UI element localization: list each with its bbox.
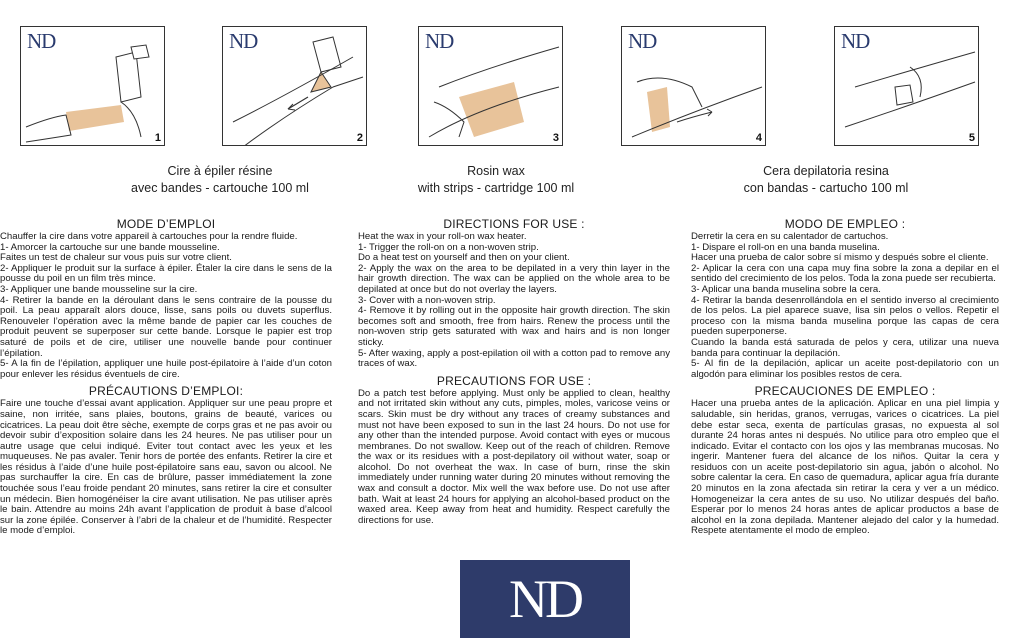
nd-logo <box>460 560 630 638</box>
panel-logo: ND <box>425 29 454 53</box>
step-number: 1 <box>154 132 161 144</box>
step-2-illustration <box>222 26 367 146</box>
title-fr-line1: Cire à épiler résine <box>167 164 273 178</box>
hand-cartridge-drawing <box>21 27 165 146</box>
en-precautions-text: Do a patch test before applying. Must only be applied to clean, healthy and not irritated skin without any cuts, pimples, moles, varicose veins or scars. Skin must be dry without any traces of creamy substances and must not have been exposed to sun in the last 24 hours. Do not use for any other than the intended purpose. Avoid contact with eyes or mucous membranes. Do not swallow. Keep out of the reach of children. Remove the wax or its residues with a post-depilatory oil without water, soap or alcohol. Do not overheat the wax. In case of burn, rinse the skin immediately under running water during 20 minutes without removing the wax and consult a doctor. Mix well the wax before use. Do not use after bath. Wait at least 24 hours for applying an alcohol-based product on the waxed area. Keep away from heat and humidity. Respect carefully the directions for use. <box>358 387 670 526</box>
panel-logo: ND <box>27 29 56 53</box>
title-es <box>676 163 976 197</box>
es-mode-text: Derretir la cera en su calentador de cartuchos. 1- Dispare el roll-on en una banda muselina. Hacer una prueba de calor sobre sí mismo y después sobre el cliente. 2- Aplicar la cera con una capa muy fina sobre la zona a depilar en el sentido del crecimiento de los pelos. Toda la zona puede ser recubierta. 3- Aplicar una banda muselina sobre la cera. 4- Retirar la banda desenrollándola en el sentido inverso al crecimiento de los pelos. La piel aparece suave, lisa sin pelos o vellos. Repetir el proceso con la misma banda muselina porque las capas de cera pueden superponerse. Cuando la banda está saturada de pelos y cera, utilizar una nueva banda para continuar la depilación. 5- Al fin de la depilación, aplicar un aceite post-depilatorio con un algodón para eliminar los posibles restos de cera. <box>691 231 999 380</box>
es-precautions-heading: PRECAUCIONES DE EMPLEO : <box>754 384 936 399</box>
english-column <box>358 218 670 526</box>
panel-logo: ND <box>841 29 870 53</box>
step-4-illustration <box>621 26 766 146</box>
applying-wax-drawing <box>223 27 367 146</box>
panel-logo: ND <box>628 29 657 53</box>
fr-mode-heading: MODE D’EMPLOI <box>116 217 216 231</box>
title-en-line2: with strips - cartridge 100 ml <box>417 181 575 195</box>
step-5-illustration <box>834 26 979 146</box>
en-mode-heading: DIRECTIONS FOR USE : <box>443 217 585 231</box>
post-epilation-oil-drawing <box>835 27 979 146</box>
title-fr-line2: avec bandes - cartouche 100 ml <box>131 181 309 195</box>
title-es-line2: con bandas - cartucho 100 ml <box>743 181 909 195</box>
title-es-line1: Cera depilatoria resina <box>763 164 889 178</box>
fr-precautions-text: Faire une touche d’essai avant application. Appliquer sur une peau propre et saine, non irritée, sans plaies, boutons, grains de beauté, varices ou cicatrices. La peau doit être sèche, exempte de corps gras et ne pas avoir ou devoir subir d’exposition solaire dans les 24 heures. Ne pas utiliser pour un autre usage que celui indiqué. Eviter tout contact avec les yeux et les muqueuses. Ne pas avaler. Tenir hors de portée des enfants. Retirer la cire et les résidus à l’aide d’une huile post-épilatoire sans eau, savon ou alcool. Ne pas surchauffer la cire. En cas de brûlure, passer immédiatement la zone touchée sous l’eau froide pendant 20 minutes, sans retirer la cire et consulter un médecin. Bien homogénéiser la cire avant utilisation. Ne pas utiliser après le bain. Attendre au moins 24h avant l’application de produit à base d’alcool sur la zone épilée. Conserver à l’abri de la chaleur et de l’humidité. Respecter le mode d’emploi. <box>0 398 332 537</box>
title-en-line1: Rosin wax <box>467 164 525 178</box>
es-precautions-text: Hacer una prueba antes de la aplicación. Aplicar en una piel limpia y saludable, sin heridas, granos, verrugas, varices o cicatrices. La piel debe estar seca, exenta de partículas grasas, no expuesta al sol durante 24 horas antes ni después. No utilice para otro empleo que el indicado. Evitar el contacto con los ojos y las membranas mucosas. No ingerir. Mantener fuera del alcance de los niños. Quitar la cera y residuos con un aceite post-depilatorio sin agua, jabón o alcohol. No sobre calentar la cera. En caso de quemadura, aplicar agua fría durante 20 minutos en la zona afectada sin retirar la cera y ver a un médico. Homogeneizar la cera antes de su uso. No utilizar después del baño. Esperar por lo menos 24 horas antes de aplicar productos a base de alcohol en la zona depilada. Mantener alejado del calor y la humedad. Respete atentamente el modo de empleo. <box>691 398 999 537</box>
title-fr <box>70 163 370 197</box>
step-3-illustration <box>418 26 563 146</box>
en-mode-text: Heat the wax in your roll-on wax heater. 1- Trigger the roll-on on a non-woven strip. Do a heat test on yourself and then on your client. 2- Apply the wax on the area to be depilated in a very thin layer in the hair growth direction. The wax can be applied on the whole area to be depilated at once but do not overlay the layers. 3- Cover with a non-woven strip. 4- Remove it by rolling out in the opposite hair growth direction. The skin becomes soft and smooth, free from hairs. Renew the process until the non-woven strip gets saturated with wax and hairs and is non longer sticky. 5- After waxing, apply a post-epilation oil with a cotton pad to remove any traces of wax. <box>358 231 670 370</box>
step-1-illustration <box>20 26 165 146</box>
nd-logo-text: ND <box>509 569 581 629</box>
fr-mode-text: Chauffer la cire dans votre appareil à cartouches pour la rendre fluide. 1- Amorcer la cartouche sur une bande mousseline. Faites un test de chaleur sur vous puis sur votre client. 2- Appliquer le produit sur la surface à épiler. Étaler la cire dans le sens de la pousse du poil en un film très mince. 3- Appliquer une bande mousseline sur la cire. 4- Retirer la bande en la déroulant dans le sens contraire de la pousse du poil. La peau apparaît alors douce, lisse, sans poils ou duvets superflus. Renouveler l’opération avec la même bande de papier car les couches de produit peuvent se superposer sur cette bande. Lorsque le papier est trop saturé de poils et de cire, utiliser une nouvelle bande pour continuer l’épilation. 5- A la fin de l’épilation, appliquer une huile post-épilatoire à l’aide d’un coton pour enlever les résidus éventuels de cire. <box>0 231 332 380</box>
spanish-column <box>691 218 999 537</box>
removing-strip-drawing <box>622 27 766 146</box>
step-number: 4 <box>755 132 762 144</box>
es-mode-heading: MODO DE EMPLEO : <box>784 217 906 231</box>
en-precautions-heading: PRECAUTIONS FOR USE : <box>436 373 592 388</box>
title-en <box>346 163 646 197</box>
panel-logo: ND <box>229 29 258 53</box>
strip-on-leg-drawing <box>419 27 563 146</box>
step-number: 2 <box>356 132 363 144</box>
step-number: 5 <box>968 132 975 144</box>
step-number: 3 <box>552 132 559 144</box>
fr-precautions-heading: PRÉCAUTIONS D’EMPLOI: <box>88 384 244 399</box>
french-column <box>0 218 332 537</box>
